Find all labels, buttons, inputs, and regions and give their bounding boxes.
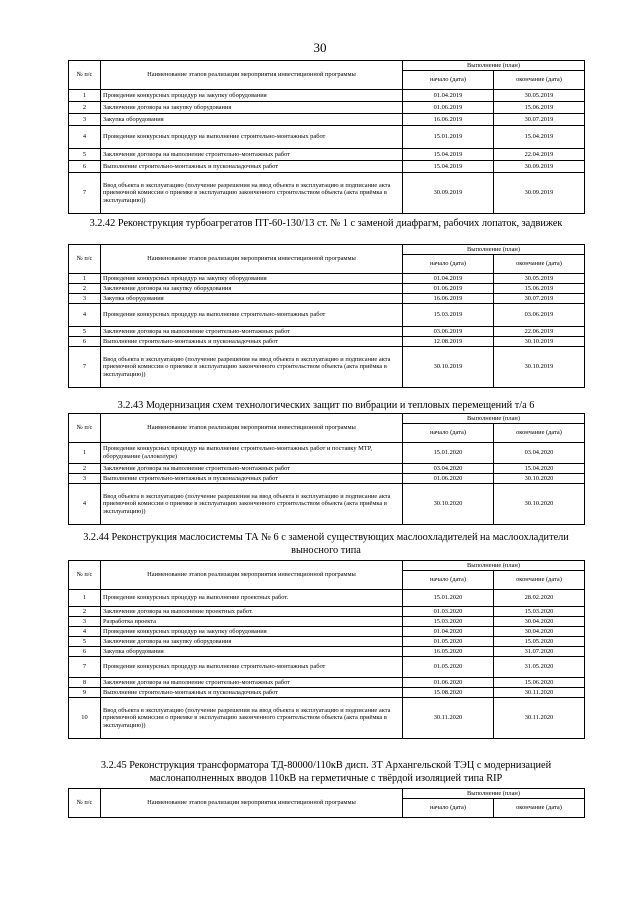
row-number: 9 — [69, 688, 101, 698]
row-start-date: 03.04.2020 — [403, 464, 494, 474]
row-start-date: 01.04.2020 — [403, 627, 494, 637]
schedule-table — [68, 788, 585, 818]
row-start-date: 15.01.2019 — [403, 126, 494, 149]
row-start-date: 15.01.2020 — [403, 443, 494, 464]
table-row — [69, 90, 585, 102]
row-end-date: 30.10.2020 — [494, 484, 585, 525]
schedule-table — [68, 244, 585, 388]
row-number: 7 — [69, 347, 101, 388]
header-start: начало (дата) — [403, 571, 494, 590]
table-row — [69, 294, 585, 304]
schedule-table-block — [68, 60, 584, 214]
row-number: 3 — [69, 114, 101, 126]
header-plan: Выполнение (план) — [403, 61, 585, 71]
row-start-date: 03.06.2019 — [403, 327, 494, 337]
schedule-table-block — [68, 413, 584, 525]
header-stage-name: Наименование этапов реализации мероприятия инвестиционной программы — [101, 245, 403, 274]
row-number: 7 — [69, 173, 101, 214]
row-stage-name: Разработка проекта — [101, 617, 403, 627]
schedule-table-block — [68, 244, 584, 388]
row-stage-name: Заключение договора на выполнение проектных работ. — [101, 607, 403, 617]
table-header-row — [69, 61, 585, 71]
row-end-date: 15.05.2020 — [494, 637, 585, 647]
row-start-date: 15.03.2019 — [403, 304, 494, 327]
table-row — [69, 284, 585, 294]
row-number: 1 — [69, 274, 101, 284]
table-row — [69, 443, 585, 464]
row-stage-name: Заключение договора на закупку оборудования — [101, 637, 403, 647]
header-number: № п/с — [69, 789, 101, 818]
row-end-date: 15.06.2019 — [494, 102, 585, 114]
table-row — [69, 304, 585, 327]
row-end-date: 03.06.2019 — [494, 304, 585, 327]
header-plan: Выполнение (план) — [403, 245, 585, 255]
header-stage-name: Наименование этапов реализации мероприятия инвестиционной программы — [101, 561, 403, 590]
row-start-date: 30.11.2020 — [403, 698, 494, 739]
row-end-date: 30.09.2019 — [494, 161, 585, 173]
row-stage-name: Закупка оборудования — [101, 294, 403, 304]
table-row — [69, 698, 585, 739]
row-end-date: 30.11.2020 — [494, 688, 585, 698]
row-end-date: 22.06.2019 — [494, 327, 585, 337]
row-start-date: 30.10.2019 — [403, 347, 494, 388]
row-end-date: 31.05.2020 — [494, 657, 585, 678]
header-end: окончание (дата) — [494, 799, 585, 818]
row-end-date: 15.04.2019 — [494, 126, 585, 149]
schedule-table — [68, 60, 585, 214]
row-start-date: 16.06.2019 — [403, 294, 494, 304]
row-stage-name: Проведение конкурсных процедур на закупку оборудования — [101, 627, 403, 637]
row-number: 4 — [69, 126, 101, 149]
row-stage-name: Выполнение строительно-монтажных и пусконаладочных работ — [101, 474, 403, 484]
row-start-date: 15.04.2019 — [403, 149, 494, 161]
table-row — [69, 464, 585, 474]
row-stage-name: Проведение конкурсных процедур на выполнение строительно-монтажных работ и поставку МТР, оборудование (аллоколуре) — [101, 443, 403, 464]
header-start: начало (дата) — [403, 71, 494, 90]
table-row — [69, 688, 585, 698]
row-number: 6 — [69, 161, 101, 173]
row-stage-name: Заключение договора на выполнение строительно-монтажных работ — [101, 327, 403, 337]
table-row — [69, 657, 585, 678]
header-end: окончание (дата) — [494, 424, 585, 443]
row-stage-name: Ввод объекта в эксплуатацию (получение разрешения на ввод объекта в эксплуатацию и подписание акта приемочной комиссии о приемке в эксплуатацию законченного строительством объекта (акта приёмка в эксплуатацию)) — [101, 173, 403, 214]
row-number: 6 — [69, 647, 101, 657]
row-stage-name: Заключение договора на выполнение строительно-монтажных работ — [101, 149, 403, 161]
row-start-date: 01.06.2020 — [403, 678, 494, 688]
table-header-row — [69, 789, 585, 799]
row-end-date: 30.10.2019 — [494, 347, 585, 388]
row-start-date: 30.09.2019 — [403, 173, 494, 214]
row-stage-name: Ввод объекта в эксплуатацию (получение разрешения на ввод объекта в эксплуатацию и подписание акта приемочной комиссии о приемке в эксплуатацию законченного строительством объекта (акта приёмка в эксплуатацию)) — [101, 347, 403, 388]
row-stage-name: Заключение договора на закупку оборудования — [101, 284, 403, 294]
row-number: 5 — [69, 149, 101, 161]
header-number: № п/с — [69, 61, 101, 90]
header-start: начало (дата) — [403, 799, 494, 818]
table-row — [69, 637, 585, 647]
table-row — [69, 484, 585, 525]
header-stage-name: Наименование этапов реализации мероприятия инвестиционной программы — [101, 414, 403, 443]
row-stage-name: Проведение конкурсных процедур на закупку оборудования — [101, 274, 403, 284]
row-number: 2 — [69, 284, 101, 294]
row-number: 5 — [69, 327, 101, 337]
row-stage-name: Проведение конкурсных процедур на закупку оборудования — [101, 90, 403, 102]
row-start-date: 15.08.2020 — [403, 688, 494, 698]
row-number: 2 — [69, 102, 101, 114]
row-start-date: 01.05.2020 — [403, 637, 494, 647]
row-stage-name: Закупка оборудования — [101, 114, 403, 126]
row-number: 4 — [69, 304, 101, 327]
table-header-row — [69, 245, 585, 255]
table-row — [69, 647, 585, 657]
header-start: начало (дата) — [403, 424, 494, 443]
row-start-date: 01.04.2019 — [403, 90, 494, 102]
table-row — [69, 173, 585, 214]
table-row — [69, 617, 585, 627]
row-number: 1 — [69, 443, 101, 464]
row-end-date: 15.04.2020 — [494, 464, 585, 474]
row-stage-name: Ввод объекта в эксплуатацию (получение разрешения на ввод объекта в эксплуатацию и подписание акта приемочной комиссии о приемке в эксплуатацию законченного строительством объекта (акта приёмка в эксплуатацию)) — [101, 484, 403, 525]
header-end: окончание (дата) — [494, 71, 585, 90]
row-end-date: 30.05.2019 — [494, 90, 585, 102]
row-start-date: 01.05.2020 — [403, 657, 494, 678]
table-row — [69, 474, 585, 484]
table-row — [69, 161, 585, 173]
table-row — [69, 347, 585, 388]
row-number: 4 — [69, 627, 101, 637]
row-number: 3 — [69, 617, 101, 627]
row-end-date: 30.05.2019 — [494, 274, 585, 284]
table-row — [69, 678, 585, 688]
table-row — [69, 327, 585, 337]
header-plan: Выполнение (план) — [403, 414, 585, 424]
section-heading: 3.2.43 Модернизация схем технологических защит по вибрации и тепловых перемещений т/а 6 — [117, 400, 535, 411]
row-number: 6 — [69, 337, 101, 347]
table-row — [69, 149, 585, 161]
row-end-date: 30.10.2019 — [494, 337, 585, 347]
row-number: 10 — [69, 698, 101, 739]
row-start-date: 01.04.2019 — [403, 274, 494, 284]
header-stage-name: Наименование этапов реализации мероприятия инвестиционной программы — [101, 61, 403, 90]
section-heading: 3.2.42 Реконструкция турбоагрегатов ПТ-60-130/13 ст. № 1 с заменой диафрагм, рабочих лопаток, задвижек — [89, 218, 563, 229]
row-end-date: 30.04.2020 — [494, 617, 585, 627]
header-start: начало (дата) — [403, 255, 494, 274]
table-row — [69, 126, 585, 149]
row-number: 1 — [69, 90, 101, 102]
header-plan: Выполнение (план) — [403, 789, 585, 799]
row-end-date: 15.06.2019 — [494, 284, 585, 294]
row-end-date: 30.04.2020 — [494, 627, 585, 637]
row-number: 3 — [69, 294, 101, 304]
row-end-date: 03.04.2020 — [494, 443, 585, 464]
section-heading: 3.2.45 Реконструкция трансформатора ТД-80000/110кВ дисп. 3Т Архангельской ТЭЦ с модернизацией маслонаполненных вводов 110кВ на герметичные с твёрдой изоляцией типа RIP — [100, 760, 552, 784]
row-stage-name: Выполнение строительно-монтажных и пусконаладочных работ — [101, 337, 403, 347]
row-stage-name: Проведение конкурсных процедур на выполнение строительно-монтажных работ — [101, 657, 403, 678]
table-row — [69, 590, 585, 607]
header-number: № п/с — [69, 245, 101, 274]
row-start-date: 15.03.2020 — [403, 617, 494, 627]
row-start-date: 01.06.2019 — [403, 102, 494, 114]
row-end-date: 30.10.2020 — [494, 474, 585, 484]
row-start-date: 16.06.2019 — [403, 114, 494, 126]
row-start-date: 16.05.2020 — [403, 647, 494, 657]
row-number: 8 — [69, 678, 101, 688]
row-stage-name: Заключение договора на выполнение строительно-монтажных работ — [101, 678, 403, 688]
row-start-date: 01.03.2020 — [403, 607, 494, 617]
row-start-date: 15.04.2019 — [403, 161, 494, 173]
row-end-date: 30.07.2019 — [494, 114, 585, 126]
table-row — [69, 607, 585, 617]
row-end-date: 31.07.2020 — [494, 647, 585, 657]
table-header-row — [69, 561, 585, 571]
row-stage-name: Ввод объекта в эксплуатацию (получение разрешения на ввод объекта в эксплуатацию и подписание акта приемочной комиссии о приемке в эксплуатацию законченного строительством объекта (акта приёмка в эксплуатацию)) — [101, 698, 403, 739]
row-end-date: 15.06.2020 — [494, 678, 585, 688]
row-stage-name: Закупка оборудования — [101, 647, 403, 657]
row-number: 2 — [69, 464, 101, 474]
row-stage-name: Проведение конкурсных процедур на выполнение проектных работ. — [101, 590, 403, 607]
schedule-table — [68, 413, 585, 525]
row-stage-name: Выполнение строительно-монтажных и пусконаладочных работ — [101, 688, 403, 698]
row-stage-name: Выполнение строительно-монтажных и пусконаладочных работ — [101, 161, 403, 173]
row-start-date: 15.01.2020 — [403, 590, 494, 607]
row-stage-name: Заключение договора на закупку оборудования — [101, 102, 403, 114]
row-number: 5 — [69, 637, 101, 647]
row-end-date: 22.04.2019 — [494, 149, 585, 161]
row-end-date: 30.09.2019 — [494, 173, 585, 214]
row-stage-name: Проведение конкурсных процедур на выполнение строительно-монтажных работ — [101, 304, 403, 327]
schedule-table-block — [68, 560, 584, 739]
row-start-date: 12.08.2019 — [403, 337, 494, 347]
header-stage-name: Наименование этапов реализации мероприятия инвестиционной программы — [101, 789, 403, 818]
row-stage-name: Проведение конкурсных процедур на выполнение строительно-монтажных работ — [101, 126, 403, 149]
row-stage-name: Заключение договора на выполнение строительно-монтажных работ — [101, 464, 403, 474]
table-header-row — [69, 414, 585, 424]
row-start-date: 01.06.2019 — [403, 284, 494, 294]
row-number: 4 — [69, 484, 101, 525]
row-end-date: 30.11.2020 — [494, 698, 585, 739]
row-number: 3 — [69, 474, 101, 484]
table-row — [69, 102, 585, 114]
table-row — [69, 337, 585, 347]
table-row — [69, 114, 585, 126]
row-end-date: 28.02.2020 — [494, 590, 585, 607]
row-number: 2 — [69, 607, 101, 617]
schedule-table-block — [68, 788, 584, 818]
header-end: окончание (дата) — [494, 571, 585, 590]
table-row — [69, 274, 585, 284]
header-end: окончание (дата) — [494, 255, 585, 274]
page-number: 30 — [313, 40, 327, 55]
header-number: № п/с — [69, 414, 101, 443]
row-start-date: 01.06.2020 — [403, 474, 494, 484]
row-number: 1 — [69, 590, 101, 607]
row-number: 7 — [69, 657, 101, 678]
header-number: № п/с — [69, 561, 101, 590]
row-end-date: 30.07.2019 — [494, 294, 585, 304]
row-end-date: 15.03.2020 — [494, 607, 585, 617]
table-row — [69, 627, 585, 637]
section-heading: 3.2.44 Реконструкция маслосистемы ТА № 6 с заменой существующих маслоохладителей на маслоохладители выносного типа — [83, 532, 569, 556]
header-plan: Выполнение (план) — [403, 561, 585, 571]
row-start-date: 30.10.2020 — [403, 484, 494, 525]
schedule-table — [68, 560, 585, 739]
